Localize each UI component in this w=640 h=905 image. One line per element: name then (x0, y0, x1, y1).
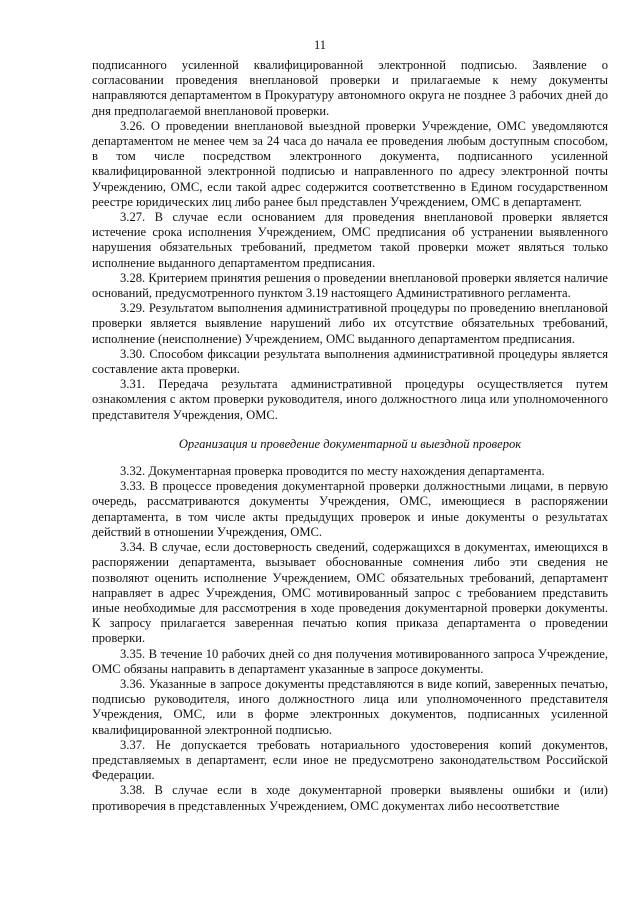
paragraph: 3.38. В случае если в ходе документарной проверки выявлены ошибки и (или) противоречия в представленных Учреждением, ОМС документах либо несоответствие (92, 783, 608, 813)
paragraph: 3.27. В случае если основанием для проведения внеплановой проверки является истечение срока исполнения Учреждением, ОМС предписания об устранении выявленного нарушения обязательных требований, предметом такой проверки может являться только исполнение выданного департаментом предписания. (92, 210, 608, 270)
paragraph: 3.37. Не допускается требовать нотариального удостоверения копий документов, представляемых в департамент, если иное не предусмотрено законодательством Российской Федерации. (92, 737, 608, 783)
paragraph: 3.31. Передача результата административной процедуры осуществляется путем ознакомления с актом проверки руководителя, иного должностного лица или уполномоченного представителя Учреждения, ОМС. (92, 377, 608, 422)
page-number: 11 (313, 38, 327, 52)
paragraph: 3.36. Указанные в запросе документы представляются в виде копий, заверенных печатью, подписью руководителя, иного должностного лица или уполномоченного представителя Учреждения, ОМС, или в форме электронных документов, подписанных усиленной квалифицированной электронной подписью. (92, 676, 608, 737)
section-heading: Организация и проведение документарной и выездной проверок (178, 436, 522, 451)
paragraphs-top (92, 58, 608, 423)
paragraph: 3.34. В случае, если достоверность сведений, содержащихся в документах, имеющихся в распоряжении департамента, вызывает обоснованные сомнения либо эти сведения не позволяют оценить исполнение Учреждением, ОМС обязательных требований, департамент направляет в адрес Учреждения, ОМС мотивированный запрос с требованием представить иные необходимые для рассмотрения в ходе проведения документарной проверки документы. К запросу прилагается заверенная печатью копия приказа департамента о проведении проверки. (92, 540, 608, 646)
paragraph: 3.28. Критерием принятия решения о проведении внеплановой проверки является наличие оснований, предусмотренного пунктом 3.19 настоящего Административного регламента. (92, 270, 608, 301)
paragraph: 3.30. Способом фиксации результата выполнения административной процедуры является составление акта проверки. (92, 346, 608, 377)
paragraph: 3.33. В процессе проведения документарной проверки должностными лицами, в первую очередь, рассматриваются документы Учреждения, ОМС, имеющиеся в распоряжении департамента, в том числе акты предыдущих проверок и иные документы о результатах действий в отношении Учреждения, ОМС. (92, 479, 608, 539)
paragraph: 3.29. Результатом выполнения административной процедуры по проведению внеплановой проверки является выявление нарушений либо их отсутствие обязательных требований, исполнение (неисполнение) Учреждением, ОМС выданного департаментом предписания. (92, 301, 608, 346)
paragraphs-bottom (92, 464, 608, 814)
paragraph: подписанного усиленной квалифицированной электронной подписью. Заявление о согласовании проведения внеплановой проверки и прилагаемые к нему документы направляются департаментом в Прокуратуру автономного округа не позднее 3 рабочих дней до дня предполагаемой внеплановой проверки. (92, 58, 608, 118)
paragraph: 3.26. О проведении внеплановой выездной проверки Учреждение, ОМС уведомляются департаментом не менее чем за 24 часа до начала ее проведения любым доступным способом, в том числе посредством электронного документа, подписанного усиленной квалифицированной электронной подписью и направленного по адресу электронной почты Учреждению, ОМС, если такой адрес содержится соответственно в Едином государственном реестре юридических лиц либо ранее был представлен Учреждением, ОМС в департамент. (92, 118, 608, 209)
document-body (92, 58, 608, 814)
paragraph: 3.32. Документарная проверка проводится по месту нахождения департамента. (120, 464, 545, 479)
paragraph: 3.35. В течение 10 рабочих дней со дня получения мотивированного запроса Учреждение, ОМС обязаны направить в департамент указанные в запросе документы. (92, 646, 608, 676)
